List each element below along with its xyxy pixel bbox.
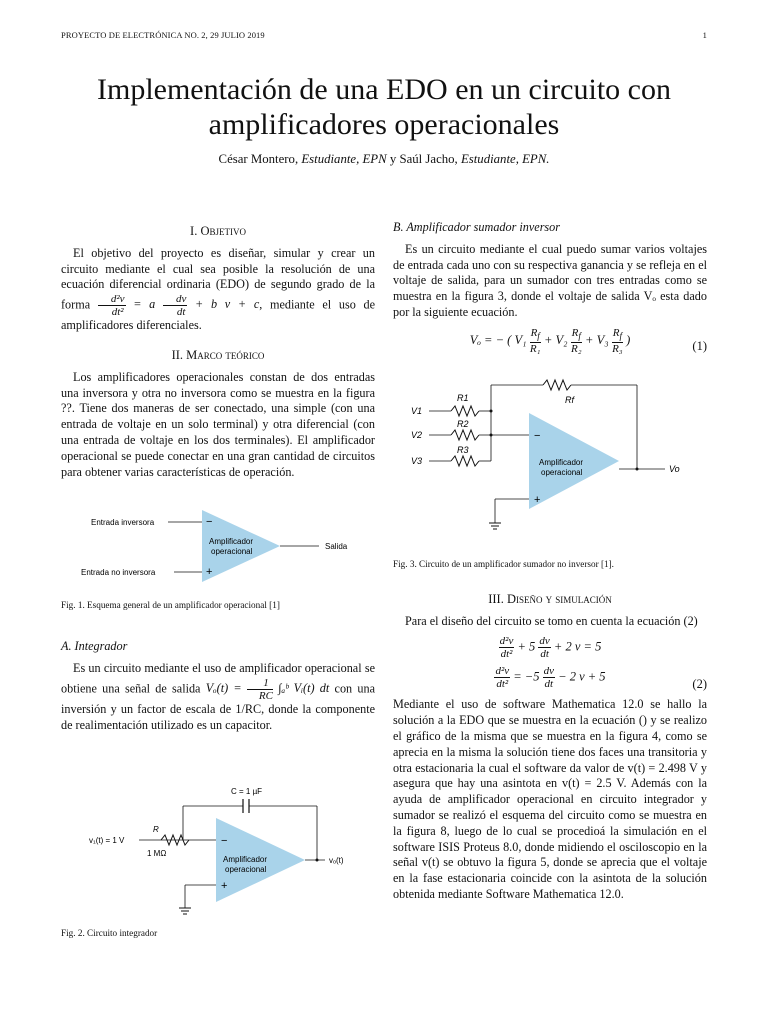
- paper-title: [0, 72, 768, 142]
- title-line-1: Implementación de una EDO en un circuito con: [97, 73, 671, 106]
- left-column: [61, 220, 375, 939]
- section-a-text: Es un circuito mediante el uso de amplificador operacional se obtiene una señal de salida Vₒ(t) = $\frac{1}{RC}$ ∫ₐᵇ Vᵢ(t) dt con una inversión y un factor de escala de 1/RC, donde la componente de realimentación utilizado es un capacitor.: [61, 661, 375, 732]
- equation-2a: $\frac{\text{d²v}}{\text{dt²}}$ + 5 $\frac{dv}{dt}$ + 2 v = 5: [499, 635, 602, 661]
- minus-sign: −: [221, 834, 228, 847]
- label-v3: V3: [411, 455, 423, 466]
- label-salida: Salida: [325, 542, 348, 552]
- author-2-role: Estudiante, EPN.: [460, 152, 550, 166]
- label-entrada-inversora: Entrada inversora: [91, 518, 155, 528]
- label-r3: R3: [457, 444, 469, 455]
- amp-label-2: operacional: [211, 547, 253, 557]
- label-vin: v₁(t) = 1 V: [89, 835, 125, 845]
- resistor-r1: [451, 406, 479, 416]
- label-capacitor: C = 1 µF: [231, 786, 263, 796]
- section-3-title: III. Diseño y simulación: [488, 591, 612, 606]
- label-r2: R2: [457, 418, 469, 429]
- equation-2b: $\frac{\text{d²v}}{\text{dt²}}$ = −5 $\frac{dv}{dt}$ − 2 v + 5 (2): [495, 665, 707, 692]
- running-title: PROYECTO DE ELECTRÓNICA NO. 2, 29 JULIO 2019: [61, 30, 265, 40]
- figure-2: [61, 772, 375, 922]
- amp-label-1: Amplificador: [209, 537, 254, 547]
- resistor-r3: [451, 456, 479, 466]
- page-number: 1: [702, 30, 707, 40]
- plus-sign: +: [206, 566, 213, 579]
- figure-1: [61, 504, 375, 594]
- author-1: César Montero,: [218, 152, 299, 166]
- label-vout: vₒ(t): [329, 855, 344, 865]
- title-line-2: amplificadores operacionales: [208, 108, 560, 141]
- figure-1-caption: Fig. 1. Esquema general de un amplificador operacional [1]: [61, 600, 280, 611]
- label-rf: Rf: [565, 394, 574, 405]
- label-r-value: 1 MΩ: [147, 848, 167, 858]
- resistor-rf: [543, 380, 571, 390]
- section-a-title: A. Integrador: [61, 639, 128, 654]
- section-2-text: Los amplificadores operacionales constan de dos entradas una inversora y otra no inversora como se muestra en la figura ??. Tiene dos maneras de ser conectado, una simple (con una entrada de voltaje en un solo terminal) y otra diferencial (con una entrada de voltaje en los dos terminales). El amplificador operacional se puede conectar en una gran cantidad de circuitos para obtener varias características de operación.: [61, 369, 375, 479]
- amp-label-1: Amplificador: [539, 457, 584, 467]
- opamp-triangle: [202, 510, 280, 582]
- amp-label-1: Amplificador: [223, 854, 268, 864]
- author-1-role: Estudiante, EPN: [301, 152, 387, 166]
- section-1-title: I. Objetivo: [190, 224, 246, 238]
- section-b-text: Es un circuito mediante el cual puedo sumar varios voltajes de entrada cada uno con su respectiva ganancia y se refleja en el voltaje de salida, para un sumador con tres entradas como se muestra en la figura 3, donde el voltaje de salida Vₒ esta dado por la siguiente ecuación.: [393, 241, 707, 319]
- label-r: R: [153, 824, 159, 834]
- section-1-text: El objetivo del proyecto es diseñar, simular y crear un circuito mediante el cual sea posible la resolución de una ecuación diferencial ordinaria (EDO) de segundo grado de la forma $\frac{\text{d²v}}{\text{dt²}}$ = a $\frac{dv}{dt}$ + b v + c, mediante el uso de amplificadores diferenciales.: [61, 245, 375, 333]
- plus-sign: +: [221, 879, 228, 892]
- resistor-r2: [451, 430, 479, 440]
- amp-label-2: operacional: [225, 864, 267, 874]
- section-b-title: B. Amplificador sumador inversor: [393, 220, 561, 234]
- right-column: [393, 220, 707, 903]
- label-v2: V2: [411, 429, 423, 440]
- section-2-title: II. Marco teórico: [171, 347, 265, 362]
- figure-3-caption: Fig. 3. Circuito de un amplificador sumador no inversor [1].: [393, 558, 614, 569]
- label-vo: Vo: [669, 463, 680, 474]
- authors: [0, 152, 768, 167]
- running-header: [61, 30, 707, 40]
- amp-label-2: operacional: [541, 467, 583, 477]
- section-3-text-2: Mediante el uso de software Mathematica 12.0 se hallo la solución a la EDO que se muestra en la ecuación () y se realizo el gráfico de la misma que se muestra en la figura 4, como se aprecia en la misma la solución tiene dos faces una transitoria y otra estacionaria la cual el software da valor de v(t) = 2.498 V y asegura que hay una asintota en v(t) = 2.5 V. Además con la ayuda de amplificador operacional en circuito integrador y sumador se realizó el esquema del circuito como se muestra en la figura 8, luego de lo cual se procedioá la simulación en el software ISIS Proteus 8.0, donde midiendo el osciloscopio en la señal v(t) se obtuvo la figura 5, donde se aprecia que el voltaje en la fase estacionaria coincide con la asintota de la solución obtenida mediante Software Mathematica 12.0.: [393, 697, 707, 901]
- section-3-text-1: Para el diseño del circuito se tomo en cuenta la ecuación (2): [405, 613, 698, 628]
- author-2: y Saúl Jacho,: [389, 152, 458, 166]
- figure-3: [393, 373, 707, 553]
- label-v1: V1: [411, 405, 423, 416]
- equation-2-number: (2): [692, 677, 707, 692]
- label-entrada-no-inversora: Entrada no inversora: [81, 568, 156, 578]
- figure-2-caption: Fig. 2. Circuito integrador: [61, 927, 158, 938]
- minus-sign: −: [206, 516, 213, 529]
- equation-1: Vₒ = − ( V₁ $\frac{R_f}{\text{R₁}}$ + V₂ $\frac{R_f}{\text{R₂}}$ + V₃ $\frac{R_f}{\text{R₃}}$ ) (1): [469, 326, 707, 355]
- minus-sign: −: [534, 429, 541, 442]
- plus-sign: +: [534, 493, 541, 506]
- label-r1: R1: [457, 392, 469, 403]
- equation-1-number: (1): [692, 338, 707, 353]
